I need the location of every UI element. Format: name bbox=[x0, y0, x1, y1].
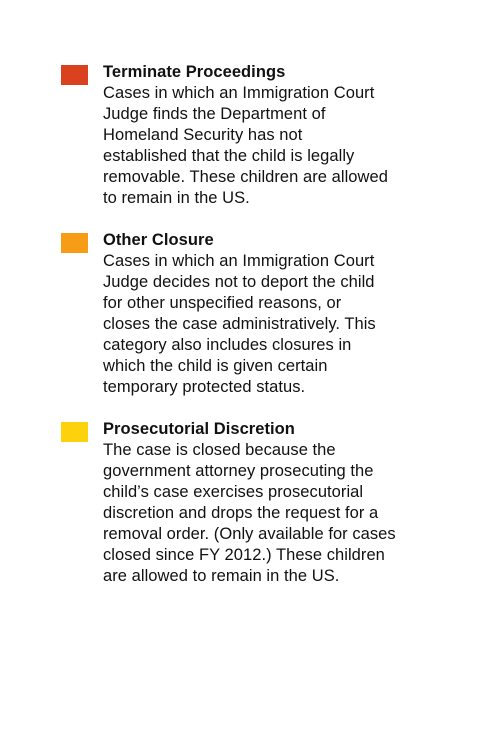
legend-item-title: Other Closure bbox=[103, 231, 214, 249]
legend-item-description bbox=[103, 251, 438, 398]
description-line: which the child is given certain bbox=[103, 357, 328, 375]
legend-item-title: Prosecutorial Discretion bbox=[103, 420, 295, 438]
description-line: closes the case administratively. This bbox=[103, 315, 376, 333]
description-line: to remain in the US. bbox=[103, 189, 250, 207]
color-swatch-other-closure bbox=[61, 233, 88, 253]
description-line: The case is closed because the bbox=[103, 441, 336, 459]
legend-item-text bbox=[103, 419, 438, 587]
description-line: Judge finds the Department of bbox=[103, 105, 326, 123]
description-line: temporary protected status. bbox=[103, 378, 306, 396]
color-swatch-prosecutorial-discretion bbox=[61, 422, 88, 442]
description-line: Judge decides not to deport the child bbox=[103, 273, 375, 291]
description-line: category also includes closures in bbox=[103, 336, 352, 354]
legend-item-text bbox=[103, 230, 438, 398]
description-line: Homeland Security has not bbox=[103, 126, 303, 144]
description-line: Cases in which an Immigration Court bbox=[103, 84, 375, 102]
legend-item-description bbox=[103, 83, 438, 209]
legend-item-text bbox=[103, 62, 438, 209]
description-line: for other unspecified reasons, or bbox=[103, 294, 342, 312]
description-line: removal order. (Only available for cases bbox=[103, 525, 396, 543]
description-line: closed since FY 2012.) These children bbox=[103, 546, 385, 564]
description-line: discretion and drops the request for a bbox=[103, 504, 379, 522]
color-swatch-terminate-proceedings bbox=[61, 65, 88, 85]
description-line: established that the child is legally bbox=[103, 147, 355, 165]
description-line: are allowed to remain in the US. bbox=[103, 567, 340, 585]
description-line: removable. These children are allowed bbox=[103, 168, 388, 186]
legend-item-title: Terminate Proceedings bbox=[103, 63, 286, 81]
description-line: government attorney prosecuting the bbox=[103, 462, 374, 480]
legend-item-description bbox=[103, 440, 438, 587]
description-line: Cases in which an Immigration Court bbox=[103, 252, 375, 270]
description-line: child’s case exercises prosecutorial bbox=[103, 483, 364, 501]
